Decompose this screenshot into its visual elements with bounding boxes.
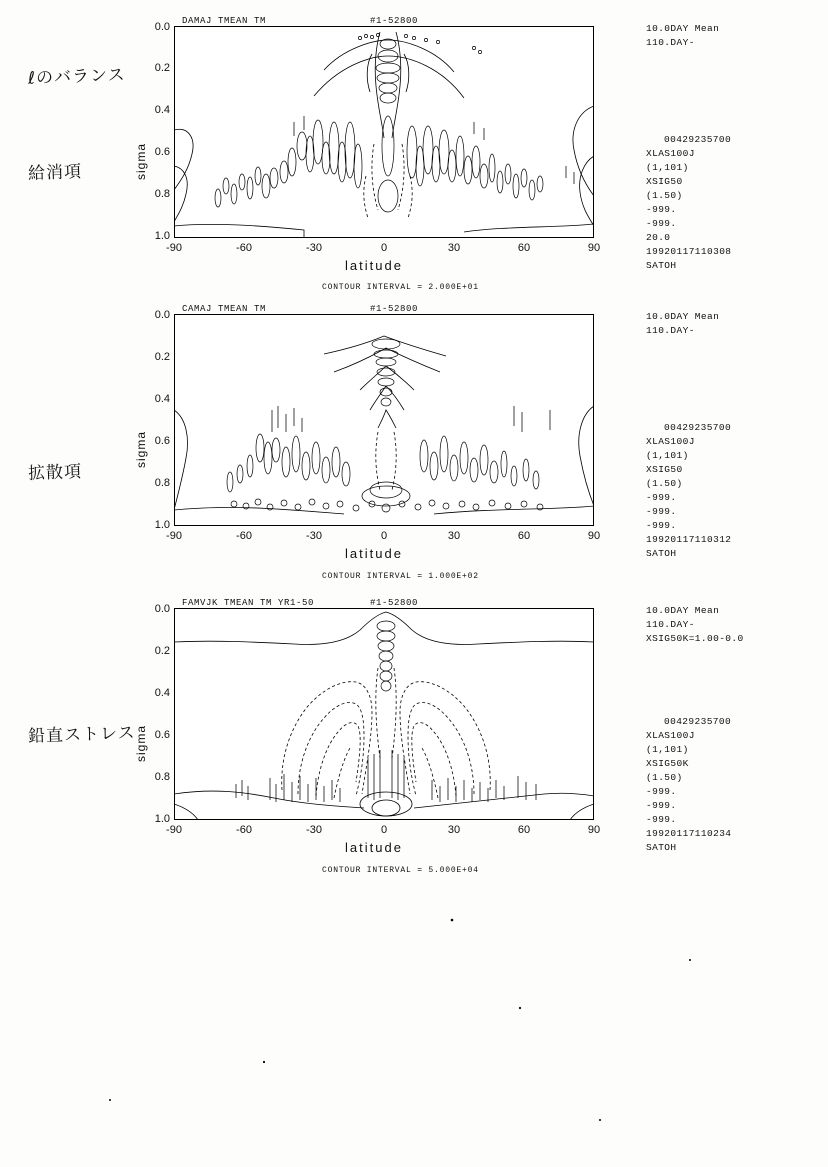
xtick-3-1: -60 (236, 824, 252, 836)
ylabel-1: sigma (134, 142, 148, 180)
ytick-1-2: 0.4 (154, 104, 170, 116)
panel-title-center-1: #1-52800 (370, 16, 419, 26)
side-block-3-2: (1,101) (646, 744, 689, 755)
ytick-3-3: 0.6 (154, 729, 170, 741)
side-block-1-5: -999. (646, 204, 677, 215)
ytick-3-4: 0.8 (154, 771, 170, 783)
ylabel-2: sigma (134, 430, 148, 468)
handwritten-note-1: ℓのバランス (27, 65, 126, 89)
side-block-2-8: 19920117110312 (646, 534, 732, 545)
xtick-1-6: 90 (587, 242, 601, 254)
ytick-3-0: 0.0 (154, 603, 170, 615)
handwritten-note-3: 鉛直ストレス (27, 723, 136, 747)
side-block-2-2: (1,101) (646, 450, 689, 461)
ytick-1-3: 0.6 (154, 146, 170, 158)
side-block-1-3: XSIG50 (646, 176, 683, 187)
side-header-3-1: 110.DAY- (646, 619, 695, 630)
xtick-2-0: -90 (166, 530, 182, 542)
xtick-3-0: -90 (166, 824, 182, 836)
ylabel-3: sigma (134, 724, 148, 762)
xtick-3-4: 30 (447, 824, 461, 836)
xtick-1-5: 60 (517, 242, 531, 254)
handwritten-note-2: 拡散項 (27, 462, 83, 484)
ytick-2-3: 0.6 (154, 435, 170, 447)
ytick-2-4: 0.8 (154, 477, 170, 489)
xtick-2-4: 30 (447, 530, 461, 542)
ytick-2-5: 1.0 (154, 519, 170, 531)
panel-title-left-2: CAMAJ TMEAN TM (182, 304, 267, 314)
ytick-1-5: 1.0 (154, 230, 170, 242)
side-header-2-0: 10.0DAY Mean (646, 311, 720, 322)
xtick-2-3: 0 (380, 530, 388, 542)
xlabel-1: latitude (345, 258, 403, 273)
side-block-3-7: -999. (646, 814, 677, 825)
ytick-3-2: 0.4 (154, 687, 170, 699)
xlabel-3: latitude (345, 840, 403, 855)
xtick-3-2: -30 (306, 824, 322, 836)
xtick-1-3: 0 (380, 242, 388, 254)
ytick-2-1: 0.2 (154, 351, 170, 363)
side-block-1-2: (1,101) (646, 162, 689, 173)
contour-interval-1: CONTOUR INTERVAL = 2.000E+01 (322, 283, 479, 292)
xtick-2-1: -60 (236, 530, 252, 542)
plot-frame-2 (174, 314, 594, 526)
side-block-2-4: (1.50) (646, 478, 683, 489)
panel-title-center-2: #1-52800 (370, 304, 419, 314)
side-block-2-5: -999. (646, 492, 677, 503)
side-header-3-0: 10.0DAY Mean (646, 605, 720, 616)
ytick-2-2: 0.4 (154, 393, 170, 405)
xtick-1-1: -60 (236, 242, 252, 254)
panel-vertical-stress (0, 580, 828, 880)
xtick-1-0: -90 (166, 242, 182, 254)
side-block-3-3: XSIG50K (646, 758, 689, 769)
xtick-2-2: -30 (306, 530, 322, 542)
ytick-3-5: 1.0 (154, 813, 170, 825)
side-block-1-7: 20.0 (646, 232, 671, 243)
xtick-2-5: 60 (517, 530, 531, 542)
side-block-2-7: -999. (646, 520, 677, 531)
side-block-3-6: -999. (646, 800, 677, 811)
xtick-3-5: 60 (517, 824, 531, 836)
ytick-1-1: 0.2 (154, 62, 170, 74)
handwritten-note-1b: 給消項 (27, 162, 83, 184)
side-block-1-9: SATOH (646, 260, 677, 271)
side-block-1-4: (1.50) (646, 190, 683, 201)
plot-frame-3 (174, 608, 594, 820)
ytick-3-1: 0.2 (154, 645, 170, 657)
contour-interval-3: CONTOUR INTERVAL = 5.000E+04 (322, 866, 479, 875)
panel-title-left-3: FAMVJK TMEAN TM YR1-50 (182, 598, 315, 608)
panel-diffusion (0, 290, 828, 580)
xtick-1-4: 30 (447, 242, 461, 254)
panel-energy-balance (0, 0, 828, 290)
xtick-1-2: -30 (306, 242, 322, 254)
side-block-2-1: XLAS100J (646, 436, 695, 447)
side-block-2-6: -999. (646, 506, 677, 517)
side-header-1-0: 10.0DAY Mean (646, 23, 720, 34)
side-block-2-3: XSIG50 (646, 464, 683, 475)
contour-interval-2: CONTOUR INTERVAL = 1.000E+02 (322, 572, 479, 581)
side-block-1-8: 19920117110308 (646, 246, 732, 257)
ytick-1-0: 0.0 (154, 21, 170, 33)
panel-title-left-1: DAMAJ TMEAN TM (182, 16, 267, 26)
side-block-2-9: SATOH (646, 548, 677, 559)
plot-frame-1 (174, 26, 594, 238)
side-block-1-0: 00429235700 (664, 134, 732, 145)
ytick-2-0: 0.0 (154, 309, 170, 321)
side-header-2-1: 110.DAY- (646, 325, 695, 336)
side-block-3-5: -999. (646, 786, 677, 797)
side-block-3-0: 00429235700 (664, 716, 732, 727)
side-block-2-0: 00429235700 (664, 422, 732, 433)
xtick-3-6: 90 (587, 824, 601, 836)
side-block-3-9: SATOH (646, 842, 677, 853)
side-block-3-4: (1.50) (646, 772, 683, 783)
xlabel-2: latitude (345, 546, 403, 561)
side-block-3-1: XLAS100J (646, 730, 695, 741)
side-block-1-1: XLAS100J (646, 148, 695, 159)
ytick-1-4: 0.8 (154, 188, 170, 200)
side-header-3-2: XSIG50K=1.00-0.0 (646, 633, 744, 644)
xtick-2-6: 90 (587, 530, 601, 542)
side-header-1-1: 110.DAY- (646, 37, 695, 48)
panel-title-center-3: #1-52800 (370, 598, 419, 608)
side-block-1-6: -999. (646, 218, 677, 229)
xtick-3-3: 0 (380, 824, 388, 836)
side-block-3-8: 19920117110234 (646, 828, 732, 839)
